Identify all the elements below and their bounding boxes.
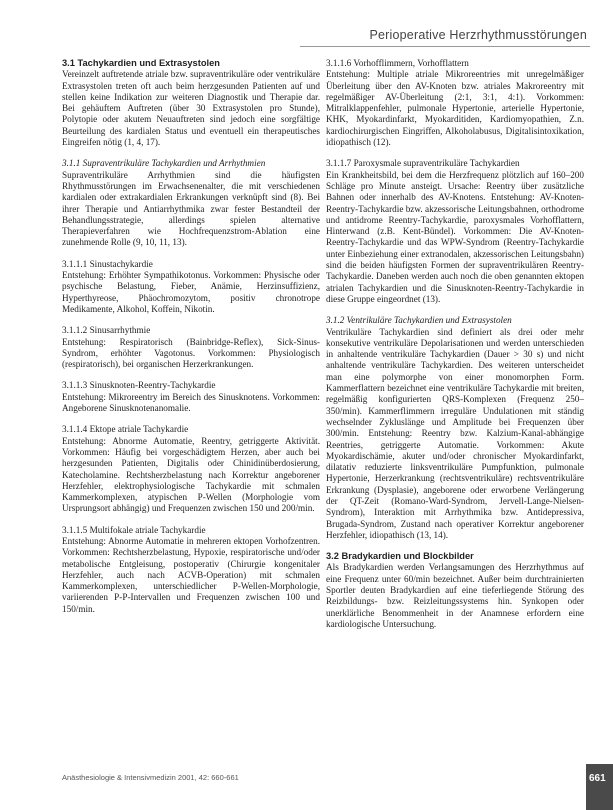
section-text: Entstehung: Erhöhter Sympathikotonus. Vorkommen: Physische oder psychische Belastung, Fieber, Anämie, Herzinsuffizienz, Hyperthyreose, Phäochromozytom, positiv chronotrope Medikamente, Alkohol, Koffein, Nikotin. bbox=[62, 270, 320, 314]
footer-citation: Anästhesiologie & Intensivmedizin 2001, 42: 660-661 bbox=[62, 773, 239, 782]
section-text: Supraventrikuläre Arrhythmien sind die häufigsten Rhythmusstörungen im Erwachsenenalter, die mit verschiedenen kardialen oder extrakardialen Erkrankungen verknüpft sind (8). Bei ihrer Therapie und Antiarrhythmika zwar fester Bestandteil der Behandlungsstrategie, allerdings spielen alternative Therapieverfahren wie Hochfrequenzstrom-Ablation eine zunehmende Rolle (9, 10, 11, 13). bbox=[62, 169, 320, 248]
section-block bbox=[326, 315, 584, 541]
page-number-tab bbox=[586, 764, 613, 810]
section-block bbox=[62, 424, 320, 514]
section-heading: 3.2 Bradykardien und Blockbilder bbox=[326, 551, 474, 562]
section-block bbox=[62, 259, 320, 315]
running-header: Perioperative Herzrhythmusstörungen bbox=[369, 28, 587, 42]
section-heading: 3.1.1.2 Sinusarrhythmie bbox=[62, 325, 151, 336]
section-text: Entstehung: Abnorme Automatie, Reentry, getriggerte Aktivität. Vorkommen: Häufig bei vorgeschädigtem Herzen, aber auch bei herzgesunden Patienten, Digitalis oder Chinidinüberdosierung, Katecholamine. Rechtsherzbelastung nach Korrektur angeborener Herzfehler, elektrophysiologische Tachykardie mit schmalen Kammerkomplexen, atypischen P-Wellen (Morphologie vom Ursprungsort abhängig) und Frequenzen zwischen 150 und 200/min. bbox=[62, 435, 320, 514]
section-heading: 3.1.1.3 Sinusknoten-Reentry-Tachykardie bbox=[62, 380, 216, 391]
section-heading: 3.1.1 Supraventrikuläre Tachykardien und Arrhythmien bbox=[62, 158, 266, 169]
section-heading: 3.1.1.1 Sinustachykardie bbox=[62, 258, 153, 269]
section-text: Entstehung: Multiple atriale Mikroreentries mit unregelmäßiger Überleitung über den AV-Knoten bzw. atriales Makroreentry mit regelmäßiger AV-Überleitung (2:1, 3:1, 4:1). Vorkommen: Mitralklappenfehler, pulmonale Hypertonie, arterielle Hypertonie, KHK, Myokardinfarkt, Myokarditiden, Kardiomyopathien, Z.n. kardiochirurgischen Eingriffen, Alkoholabusus, Digitalisintoxikation, idiopathisch (12). bbox=[326, 69, 584, 148]
section-text: Ventrikuläre Tachykardien sind definiert als drei oder mehr konsekutive ventrikuläre Depolarisationen und werden unterschieden in anhaltende ventrikuläre Tachykardien (Dauer > 30 s) und nicht anhaltende ventrikuläre Tachykardien. Des weiteren unterscheidet man eine polymorphe von einer monomorphen Form. Kammerflattern bezeichnet eine ventrikuläre Tachykardie mit breiten, regelmäßig konfigurierten QRS-Komplexen (Frequenz 250–350/min). Kammerflimmern irreguläre Undulationen mit ständig wechselnder Zykluslänge und Amplitude bei Frequenzen über 300/min. Entstehung: Reentry bzw. Kalzium-Kanal-abhängige Reentries, getriggerte Automatie. Vorkommen: Akute Myokardischämie, akuter und/oder chronischer Myokardinfarkt, dilatativ reduzierte linksventrikuläre Pumpfunktion, pulmonale Hypertonie, Herzerkrankung (rechtsventrikuläre) rechtsventrikuläre Erkrankung (Dysplasie), angeborene oder erworbene Verlängerung der QT-Zeit (Romano-Ward-Syndrom, Jervell-Lange-Nielsen-Syndrom), Interaktion mit Arrhythmika bzw. Antidepressiva, Brugada-Syndrom, Zustand nach operativer Korrektur angeborener Herzfehler, idiopathisch (13, 14). bbox=[326, 326, 584, 540]
section-block bbox=[62, 58, 320, 148]
section-heading: 3.1.2 Ventrikuläre Tachykardien und Extrasystolen bbox=[326, 315, 512, 326]
section-heading: 3.1.1.5 Multifokale atriale Tachykardie bbox=[62, 524, 206, 535]
section-heading: 3.1.1.6 Vorhofflimmern, Vorhofflattern bbox=[326, 58, 469, 68]
section-block bbox=[62, 325, 320, 370]
page-number: 661 bbox=[589, 773, 606, 784]
section-heading: 3.1 Tachykardien und Extrasystolen bbox=[62, 58, 220, 68]
section-block bbox=[62, 158, 320, 248]
section-heading: 3.1.1.4 Ektope atriale Tachykardie bbox=[62, 424, 189, 435]
section-block bbox=[326, 58, 584, 148]
section-heading: 3.1.1.7 Paroxysmale supraventrikuläre Tachykardien bbox=[326, 158, 520, 169]
section-block bbox=[326, 158, 584, 305]
left-column bbox=[62, 58, 320, 625]
section-text: Vereinzelt auftretende atriale bzw. supraventrikuläre oder ventrikuläre Extrasystolen treten oft auch beim herzgesunden Patienten auf und stellen keine Indikation zur weiteren Diagnostik und Therapie dar. Bei gehäuftem Auftreten (über 30 Extrasystolen pro Stunde), Polytopie oder akutem Neuauftreten sind jedoch eine sorgfältige Beurteilung des kardialen Status und eventuell ein therapeutisches Eingreifen nötig (1, 4, 17). bbox=[62, 69, 320, 148]
section-text: Entstehung: Abnorme Automatie in mehreren ektopen Vorhofzentren. Vorkommen: Rechtsherzbelastung, Hypoxie, respiratorische und/oder metabolische Entgleisung, postoperativ (Chirurgie kongenitaler Herzfehler, auch nach ACVB-Operation) mit schmalen Kammerkomplexen, unterschiedlicher P-Wellen-Morphologie, variierenden P-P-Intervallen und Frequenzen zwischen 100 und 150/min. bbox=[62, 535, 320, 614]
section-text: Entstehung: Mikroreentry im Bereich des Sinusknotens. Vorkommen: Angeborene Sinusknotenanomalie. bbox=[62, 391, 320, 414]
right-column bbox=[326, 58, 584, 640]
section-block bbox=[62, 525, 320, 615]
section-text: Entstehung: Respiratorisch (Bainbridge-Reflex), Sick-Sinus-Syndrom, erhöhter Vagotonus. Vorkommen: Physiologisch (respiratorisch), bei organischen Herzerkrankungen. bbox=[62, 336, 320, 370]
section-text: Als Bradykardien werden Verlangsamungen des Herzrhythmus auf eine Frequenz unter 60/min bezeichnet. Außer beim durchtrainierten Sportler deuten Bradykardien auf eine tieferliegende Störung des Reizbildungs- bzw. Reizleitungssystems hin. Synkopen oder unerklärliche Benommenheit in der Anamnese erfordern eine kardiologische Untersuchung. bbox=[326, 562, 584, 629]
section-block bbox=[62, 380, 320, 414]
section-text: Ein Krankheitsbild, bei dem die Herzfrequenz plötzlich auf 160–200 Schläge pro Minute ansteigt. Ursache: Reentry über zusätzliche Bahnen oder innerhalb des AV-Knotens. Entstehung: AV-Knoten-Reentry-Tachykardie bzw. akzessorische Leitungsbahnen, orthodrome und antidrome Reentry-Tachykardie, paroxysmales Vorhofflattern, Hinterwand (z.B. Kent-Bündel). Vorkommen: Die AV-Knoten-Reentry-Tachykardie und das WPW-Syndrom (Reentry-Tachykardie unter Einbeziehung einer extranodalen, akzessorischen Leitungsbahn) sind die beiden häufigsten Formen der supraventrikulären Reentry-Tachykardie. Daneben werden auch noch die oben genannten ektopen atrialen Tachykardien und die Sinusknoten-Reentry-Tachykardie in diese Gruppe eingeordnet (13). bbox=[326, 169, 584, 304]
section-block bbox=[326, 551, 584, 630]
